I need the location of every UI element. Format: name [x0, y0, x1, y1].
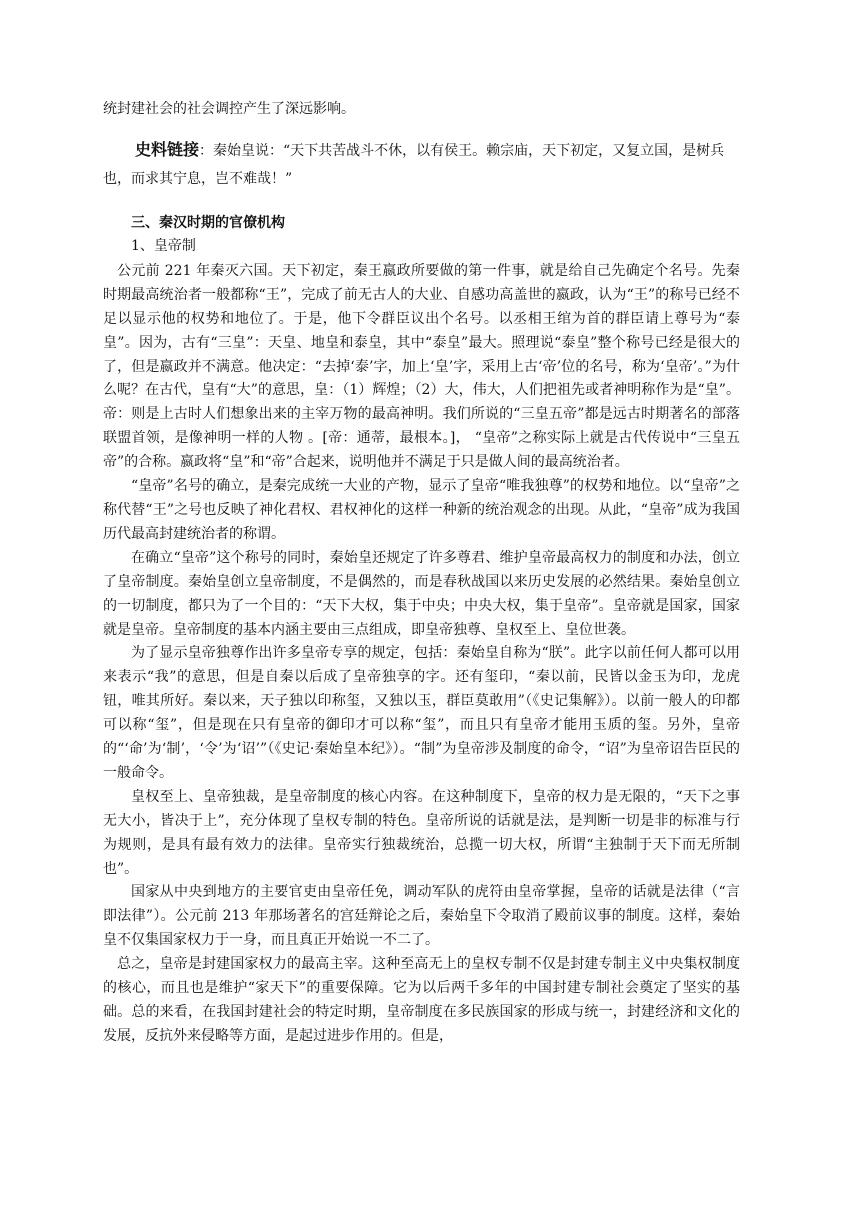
- paragraph: 皇权至上、皇帝独裁，是皇帝制度的核心内容。在这种制度下，皇帝的权力是无限的，“天下之事无大小，皆决于上”，充分体现了皇权专制的特色。皇帝所说的话就是法，是判断一切是非的标准与行为规则，是具有最有效力的法律。皇帝实行独裁统治，总揽一切大权，所谓“主独制于天下而无所制也”。: [103, 788, 740, 877]
- source-link-text: 秦始皇说：“天下共苦战斗不休，以有侯王。赖宗庙，天下初定，又复立国，是树兵也，而求其宁息，岂不难哉！”: [103, 142, 725, 187]
- intro-tail-text: 统封建社会的社会调控产生了深远影响。: [103, 101, 355, 117]
- section-title: 三、秦汉时期的官僚机构: [131, 214, 285, 231]
- paragraph: 国家从中央到地方的主要官吏由皇帝任免，调动军队的虎符由皇帝掌握，皇帝的话就是法律（“言即法律”）。公元前 213 年那场著名的宫廷辩论之后，秦始皇下令取消了殿前议事的制度。这样，秦始皇不仅集国家权力于一身，而且真正开始说一不二了。: [103, 884, 740, 949]
- document-page: [103, 98, 740, 1049]
- paragraph: “皇帝”名号的确立，是秦完成统一大业的产物，显示了皇帝“唯我独尊”的权势和地位。以“皇帝”之称代替“王”之号也反映了神化君权、君权神化的这样一种新的统治观念的出现。从此，“皇帝”成为我国历代最高封建统治者的称谓。: [103, 478, 740, 542]
- source-link-block: [103, 136, 740, 193]
- paragraph: 在确立“皇帝”这个称号的同时，秦始皇还规定了许多尊君、维护皇帝最高权力的制度和办法，创立了皇帝制度。秦始皇创立皇帝制度，不是偶然的，而是春秋战国以来历史发展的必然结果。秦始皇创立的一切制度，都只为了一个目的：“天下大权，集于中央；中央大权，集于皇帝”。皇帝就是国家，国家就是皇帝。皇帝制度的基本内涵主要由三点组成，即皇帝独尊、皇权至上、皇位世袭。: [103, 549, 740, 638]
- source-link-colon: ：: [199, 142, 214, 159]
- source-link-label: 史料链接: [135, 139, 200, 159]
- paragraph: 公元前 221 年秦灭六国。天下初定，秦王嬴政所要做的第一件事，就是给自己先确定个名号。先秦时期最高统治者一般都称“王”，完成了前无古人的大业、自感功高盖世的嬴政，认为“王”的称号已经不足以显示他的权势和地位了。于是，他下令群臣议出个名号。以丞相王绾为首的群臣请上尊号为“泰皇”。因为，古有“三皇”：天皇、地皇和泰皇，其中“泰皇”最大。照理说“泰皇”整个称号已经是很大的了，但是嬴政并不满意。他决定：“去掉‘泰’字，加上‘皇’字，采用上古‘帝’位的名号，称为‘皇帝’。”为什么呢？在古代，皇有“大”的意思，皇：（1）辉煌；（2）大，伟大，人们把祖先或者神明称作为是“皇”。帝：则是上古时人们想象出来的主宰万物的最高神明。我们所说的“三皇五帝”都是远古时期著名的部落联盟首领，是像神明一样的人物 。[帝：通蒂，最根本。]， “皇帝”之称实际上就是古代传说中“三皇五帝”的合称。嬴政将“皇”和“帝”合起来，说明他并不满足于只是做人间的最高统治者。: [103, 262, 740, 471]
- subsection-title: 1、皇帝制: [131, 237, 196, 254]
- paragraph: 总之，皇帝是封建国家权力的最高主宰。这种至高无上的皇权专制不仅是封建专制主义中央集权制度的核心，而且也是维护“家天下”的重要保障。它为以后两千多年的中国封建专制社会奠定了坚实的基础。总的来看，在我国封建社会的特定时期，皇帝制度在多民族国家的形成与统一，封建经济和文化的发展，反抗外来侵略等方面，是起过进步作用的。但是，: [103, 956, 740, 1044]
- paragraph: 为了显示皇帝独尊作出许多皇帝专享的规定，包括：秦始皇自称为“朕”。此字以前任何人都可以用来表示“我”的意思，但是自秦以后成了皇帝独享的字。还有玺印，“秦以前，民皆以金玉为印，龙虎钮，唯其所好。秦以来，天子独以印称玺，又独以玉，群臣莫敢用”（《史记集解》）。以前一般人的印都可以称“玺”，但是现在只有皇帝的御印才可以称“玺”，而且只有皇帝才能用玉质的玺。另外，皇帝的“‘命’为‘制’，‘令’为‘诏’”（《史记·秦始皇本纪》）。“制”为皇帝涉及制度的命令，“诏”为皇帝诏告臣民的一般命令。: [103, 645, 740, 781]
